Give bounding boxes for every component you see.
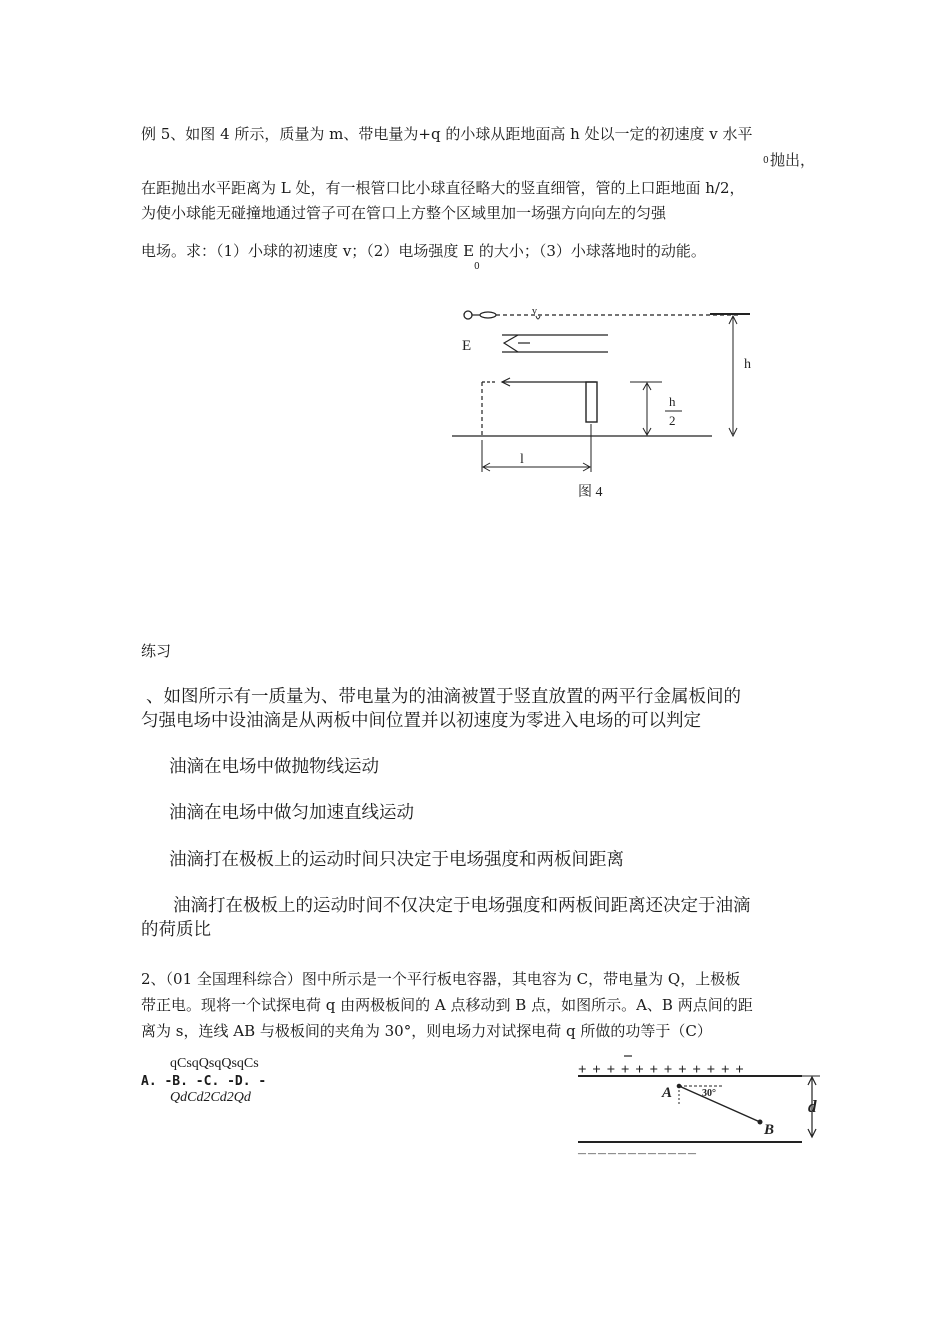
point-a-label: A [662, 1085, 673, 1101]
answer-choices-numerators: qCsqQsqQsqCs [170, 1056, 259, 1071]
e-field-label: E [462, 338, 472, 354]
segment-ab [679, 1086, 760, 1122]
point-b-label: B [764, 1122, 775, 1138]
example-line-3: 为使小球能无碰撞地通过管子可在管口上方整个区域里加一场强方向向左的匀强 [141, 204, 667, 222]
example-line-4: 电场。求：（1）小球的初速度 v；（2）电场强度 E 的大小；（3）小球落地时的动能。 [141, 242, 706, 260]
q2-line-3: 离为 s，连线 AB 与极板间的夹角为 30°，则电场力对试探电荷 q 所做的功等于（C） [141, 1022, 712, 1040]
height-label: h [744, 357, 751, 372]
q1-line-1: 、如图所示有一质量为、带电量为的油滴被置于竖直放置的两平行金属板间的 [146, 687, 741, 707]
option-b: 油滴在电场中做匀加速直线运动 [169, 803, 414, 823]
option-c: 油滴打在极板上的运动时间只决定于电场强度和两板间距离 [169, 850, 624, 870]
minus-signs: — — — — — — — — — — — — [578, 1149, 696, 1158]
example-line-2: 在距抛出水平距离为 L 处，有一根管口比小球直径略大的竖直细管，管的上口距地面 h/2， [141, 179, 745, 197]
ball-ellipse [480, 312, 496, 318]
practice-heading: 练习 [141, 642, 172, 660]
option-d-line-1: 油滴打在极板上的运动时间不仅决定于电场强度和两板间距离还决定于油滴 [173, 896, 751, 916]
distance-label: l [520, 452, 524, 467]
answer-choices-denominators: QdCd2Cd2Qd [170, 1090, 251, 1105]
answer-choices-labels: A. -B. -C. -D. - [141, 1074, 267, 1089]
example-line-1: 例 5、如图 4 所示，质量为 m、带电量为+q 的小球从距地面高 h 处以一定的初速度 v 水平 [141, 125, 753, 143]
v0-subscript-2: 0 [474, 262, 480, 272]
q2-line-2: 带正电。现将一个试探电荷 q 由两极板间的 A 点移动到 B 点，如图所示。A、B 两点间的距 [141, 996, 753, 1014]
ball-shape [464, 311, 472, 319]
vertical-tube [586, 382, 597, 422]
example-line-1b: 抛出， [770, 151, 816, 169]
point-b [758, 1120, 763, 1125]
option-d-line-2: 的荷质比 [141, 920, 211, 940]
angle-label: 30° [702, 1088, 716, 1099]
q2-line-1: 2、（01 全国理科综合）图中所示是一个平行板电容器，其电容为 C，带电量为 Q，上极板 [141, 970, 741, 988]
figure-4-diagram [450, 300, 780, 510]
v0-subscript: 0 [763, 156, 769, 166]
half-height-numerator: h [669, 394, 676, 409]
capacitor-diagram [574, 1052, 834, 1162]
figure-caption: 图 4 [578, 485, 603, 500]
q1-line-2: 匀强电场中设油滴是从两板中间位置并以初速度为零进入电场的可以判定 [141, 711, 701, 731]
half-height-denominator: 2 [669, 413, 676, 428]
v0-label: v [532, 306, 537, 317]
option-a: 油滴在电场中做抛物线运动 [169, 757, 379, 777]
plus-signs: + + + + + + + + + + + + [578, 1062, 745, 1078]
plate-distance-label: d [808, 1097, 817, 1116]
